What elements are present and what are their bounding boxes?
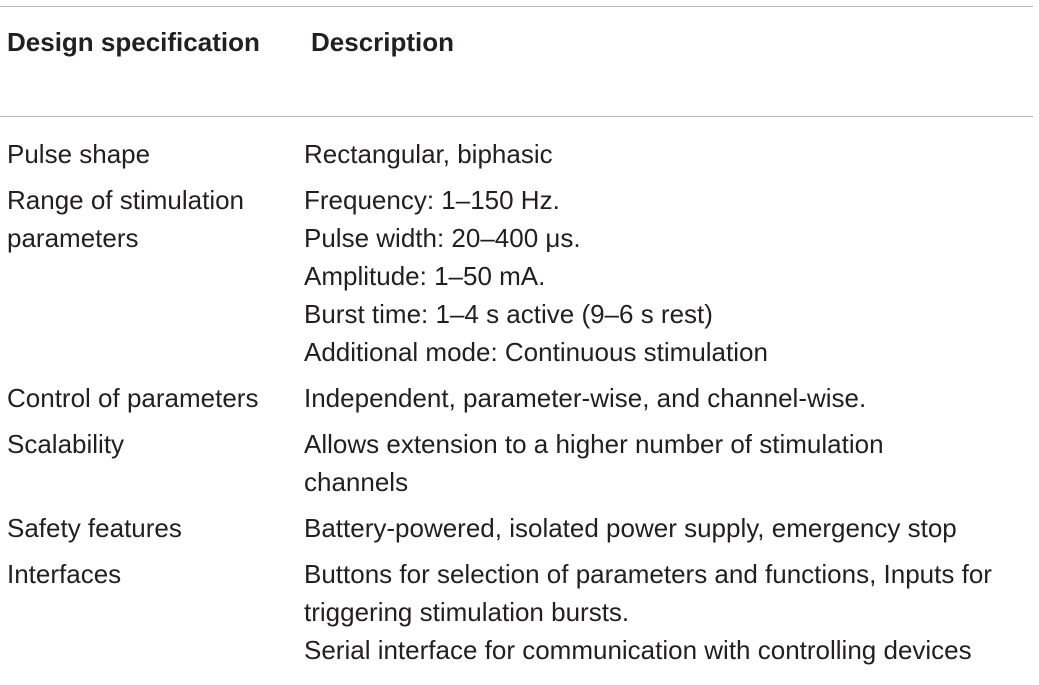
spec-cell [0, 181, 304, 371]
table-body [0, 135, 1039, 677]
spec-cell: Pulse shape [7, 139, 151, 169]
table-row [0, 135, 1039, 173]
description-line: Independent, parameter-wise, and channel-wise. [304, 383, 867, 413]
description-line: Additional mode: Continuous stimulation [304, 337, 768, 367]
description-cell [304, 555, 1034, 669]
description-line: Buttons for selection of parameters and functions, Inputs for triggering stimulation bursts. [304, 559, 992, 627]
table-row [0, 181, 1039, 371]
spec-cell: Safety features [7, 513, 182, 543]
header-description: Description [311, 27, 455, 57]
description-cell [304, 181, 1034, 371]
spec-cell: Control of parameters [7, 383, 259, 413]
top-rule [0, 6, 1033, 7]
header-design-specification: Design specification [7, 27, 260, 57]
description-line: Frequency: 1–150 Hz. [304, 185, 560, 215]
description-line: Serial interface for communication with controlling devices [304, 635, 972, 665]
description-cell [304, 135, 1034, 173]
description-cell [304, 379, 1034, 417]
table-row [0, 425, 1039, 501]
description-line: Allows extension to a higher number of stimulation channels [304, 429, 884, 497]
description-cell [304, 425, 1034, 501]
table-row [0, 379, 1039, 417]
description-line: Battery-powered, isolated power supply, emergency stop [304, 513, 957, 543]
description-line: Rectangular, biphasic [304, 139, 553, 169]
description-line: Pulse width: 20–400 μs. [304, 223, 581, 253]
table-row [0, 509, 1039, 547]
spec-cell: Interfaces [7, 559, 122, 589]
spec-text: Range of stimulation parameters [7, 185, 245, 253]
header-rule [0, 116, 1033, 117]
description-cell [304, 509, 1034, 547]
spec-cell: Scalability [7, 429, 125, 459]
description-line: Burst time: 1–4 s active (9–6 s rest) [304, 299, 713, 329]
description-line: Amplitude: 1–50 mA. [304, 261, 546, 291]
table-row [0, 555, 1039, 669]
